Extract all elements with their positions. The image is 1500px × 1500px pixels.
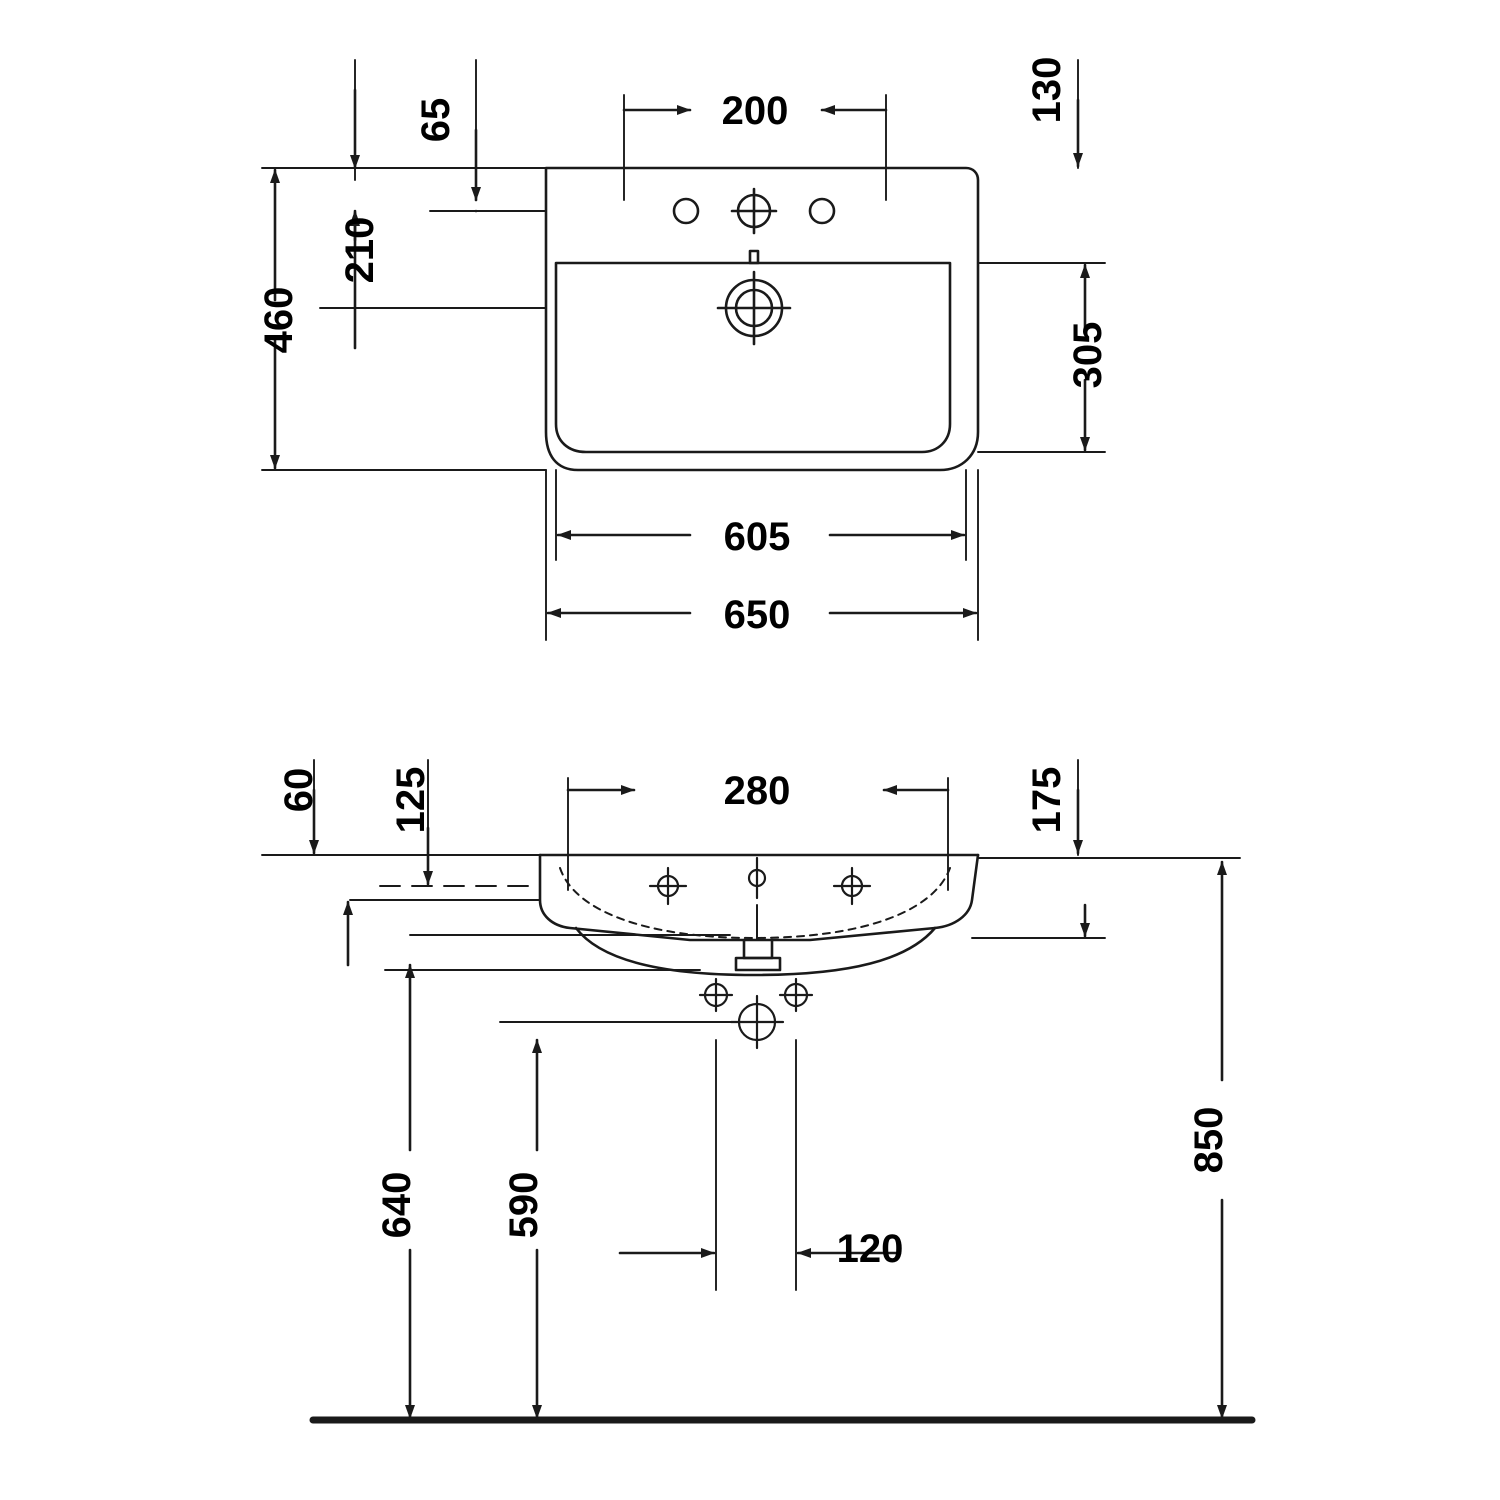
dim-label-200: 200 bbox=[721, 89, 789, 133]
dim-label-60: 60 bbox=[277, 767, 321, 813]
front-view-dim-arrows bbox=[314, 790, 1222, 1418]
dim-label-175: 175 bbox=[1025, 766, 1069, 834]
dim-label-850: 850 bbox=[1187, 1106, 1231, 1174]
top-view-drain bbox=[718, 272, 790, 344]
dim-label-130: 130 bbox=[1025, 56, 1069, 124]
dim-label-280: 280 bbox=[723, 769, 791, 813]
front-view-tap-holes bbox=[650, 858, 870, 904]
dim-label-305: 305 bbox=[1066, 321, 1110, 389]
top-view-tap-holes bbox=[674, 189, 834, 233]
dim-label-460: 460 bbox=[257, 286, 301, 354]
dim-label-650: 650 bbox=[723, 593, 791, 637]
dim-label-605: 605 bbox=[723, 515, 791, 559]
dim-label-590: 590 bbox=[502, 1171, 546, 1239]
top-view-overflow bbox=[750, 251, 758, 263]
dim-label-640: 640 bbox=[375, 1171, 419, 1239]
dim-label-120: 120 bbox=[836, 1227, 904, 1271]
dim-label-125: 125 bbox=[389, 766, 433, 834]
top-view-basin-outline bbox=[546, 168, 978, 470]
front-view-fixings bbox=[700, 979, 812, 1048]
dim-label-210: 210 bbox=[338, 216, 382, 284]
dim-label-65: 65 bbox=[414, 97, 458, 143]
front-view-bowl-dashed bbox=[560, 868, 950, 938]
